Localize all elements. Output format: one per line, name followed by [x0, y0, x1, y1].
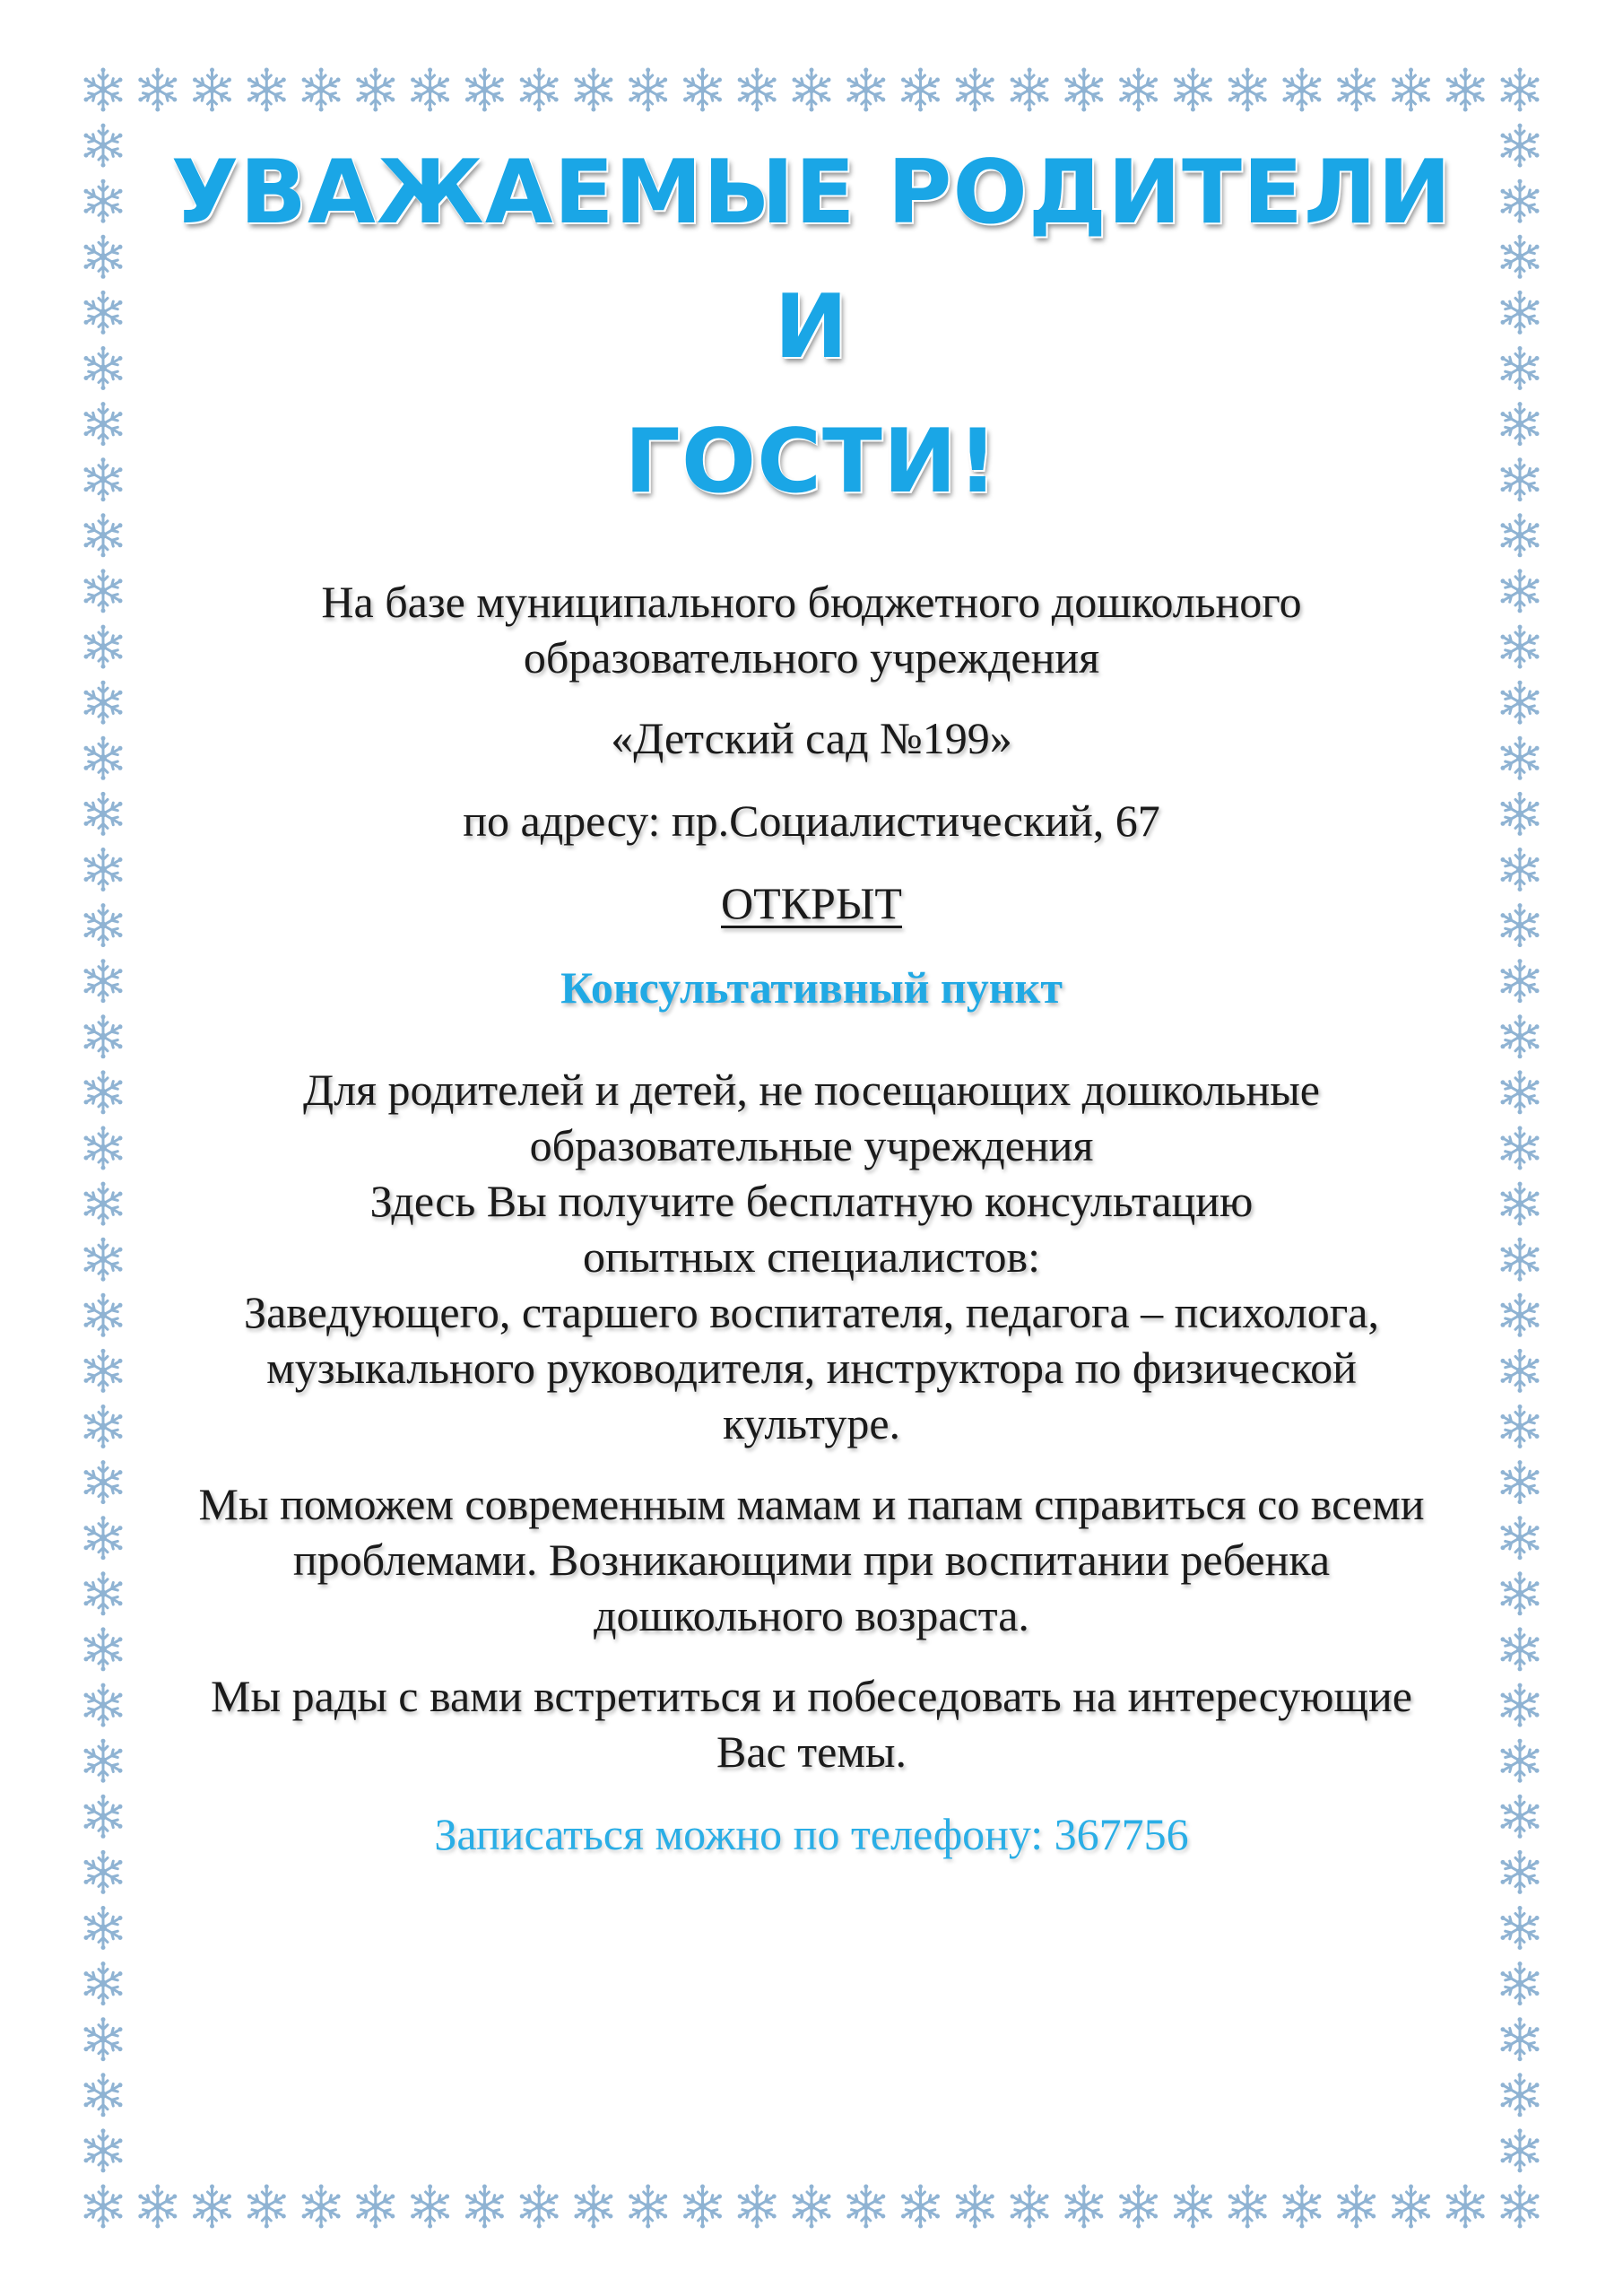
snowflake-icon	[1501, 569, 1540, 613]
help-paragraph	[135, 1476, 1488, 1643]
target-line-3: Здесь Вы получите бесплатную консультацию	[369, 1176, 1254, 1226]
snowflake-icon	[84, 2185, 123, 2229]
snowflake-icon	[1501, 1961, 1540, 2005]
snowflake-icon	[1501, 736, 1540, 780]
intro-paragraph	[135, 574, 1488, 685]
consultation-point-title: Консультативный пункт	[560, 962, 1063, 1013]
snowflake-icon	[738, 68, 777, 112]
snowflake-icon	[1501, 1014, 1540, 1058]
snowflake-icon	[1064, 2185, 1103, 2229]
snowflake-icon	[1501, 2128, 1540, 2172]
snowflake-icon	[84, 235, 123, 279]
snowflake-icon	[1501, 346, 1540, 390]
snowflake-icon	[1501, 1850, 1540, 1894]
snowflake-icon	[1501, 1571, 1540, 1615]
snowflake-icon	[138, 68, 177, 112]
snowflake-icon	[1392, 68, 1430, 112]
snowflake-icon	[84, 1627, 123, 1671]
snowflake-icon	[84, 124, 123, 168]
target-line-6: музыкального руководителя, инструктора по физической	[266, 1343, 1357, 1393]
snowflake-icon	[84, 1571, 123, 1615]
snowflake-icon	[1174, 68, 1212, 112]
snowflake-icon	[138, 2185, 177, 2229]
snowflake-icon	[84, 1795, 123, 1839]
snowflake-icon	[84, 903, 123, 947]
snowflake-icon	[84, 736, 123, 780]
snowflake-icon	[1501, 1627, 1540, 1671]
snowflake-icon	[683, 2185, 722, 2229]
snowflake-icon	[1337, 2185, 1376, 2229]
snowflake-icon	[84, 1182, 123, 1226]
snowflake-icon	[956, 68, 994, 112]
snowflake-icon	[84, 1405, 123, 1448]
snowflake-icon	[1446, 2185, 1485, 2229]
snowflake-icon	[247, 68, 286, 112]
snowflake-icon	[1501, 2185, 1540, 2229]
snowflake-icon	[411, 68, 449, 112]
snowflake-icon	[683, 68, 722, 112]
snowflake-icon	[520, 68, 559, 112]
snowflake-icon	[1392, 2185, 1430, 2229]
snowflake-icon	[84, 402, 123, 446]
snowflake-icon	[84, 1460, 123, 1504]
snowflake-icon	[574, 68, 612, 112]
snowflake-icon	[1011, 68, 1049, 112]
snowflake-icon	[1501, 1349, 1540, 1393]
snowflake-icon	[1501, 1070, 1540, 1114]
address-text: по адресу: пр.Социалистический, 67	[463, 796, 1160, 846]
snowflake-icon	[302, 68, 341, 112]
snowflake-icon	[1501, 179, 1540, 223]
meet-line-1: Мы рады с вами встретиться и побеседовать на интересующие	[211, 1671, 1412, 1721]
snowflake-icon	[1501, 625, 1540, 669]
target-line-4: опытных специалистов:	[583, 1231, 1040, 1282]
snowflake-icon	[465, 68, 504, 112]
snowflake-icon	[1501, 1126, 1540, 1170]
meet-line-2: Вас темы.	[716, 1726, 907, 1777]
snowflake-icon	[1501, 959, 1540, 1003]
snowflake-icon	[1501, 1405, 1540, 1448]
snowflake-icon	[1501, 402, 1540, 446]
snowflake-icon	[1501, 513, 1540, 557]
snowflake-icon	[84, 1961, 123, 2005]
snowflake-icon	[1228, 68, 1267, 112]
snowflake-icon	[1501, 1182, 1540, 1226]
intro-line-1: На базе муниципального бюджетного дошкольного	[321, 577, 1302, 627]
help-line-3: дошкольного возраста.	[594, 1590, 1029, 1640]
snowflake-icon	[1501, 1238, 1540, 1282]
snowflake-icon	[1501, 903, 1540, 947]
snowflake-icon	[84, 179, 123, 223]
snowflake-icon	[629, 68, 667, 112]
snowflake-icon	[793, 68, 831, 112]
snowflake-icon	[84, 457, 123, 501]
snowflake-icon	[1282, 2185, 1321, 2229]
poster-headline	[135, 126, 1488, 529]
snowflake-icon	[84, 1906, 123, 1950]
snowflake-icon	[84, 959, 123, 1003]
snowflake-icon	[1119, 2185, 1158, 2229]
snowflake-icon	[84, 68, 123, 112]
snowflake-icon	[84, 1070, 123, 1114]
snowflake-icon	[956, 2185, 994, 2229]
snowflake-icon	[629, 2185, 667, 2229]
target-line-5: Заведующего, старшего воспитателя, педагога – психолога,	[244, 1287, 1379, 1337]
snowflake-icon	[84, 2073, 123, 2117]
snowflake-icon	[1119, 68, 1158, 112]
headline-line-1: УВАЖАЕМЫЕ РОДИТЕЛИ И	[170, 142, 1453, 378]
snowflake-icon	[84, 1238, 123, 1282]
snowflake-icon	[465, 2185, 504, 2229]
snowflake-icon	[1501, 1795, 1540, 1839]
snowflake-icon	[1337, 68, 1376, 112]
snowflake-icon	[84, 848, 123, 891]
snowflake-icon	[1501, 1683, 1540, 1727]
snowflake-icon	[193, 2185, 231, 2229]
snowflake-icon	[1501, 2017, 1540, 2061]
target-line-2: образовательные учреждения	[529, 1120, 1094, 1170]
snowflake-icon	[1011, 2185, 1049, 2229]
snowflake-icon	[1501, 681, 1540, 725]
snowflake-icon	[1501, 1293, 1540, 1337]
snowflake-icon	[84, 1014, 123, 1058]
snowflake-icon	[1501, 1906, 1540, 1950]
snowflake-icon	[901, 2185, 940, 2229]
phone-signup-text: Записаться можно по телефону: 367756	[434, 1809, 1189, 1859]
snowflake-icon	[84, 681, 123, 725]
target-line-7: культуре.	[722, 1398, 901, 1448]
help-line-2: проблемами. Возникающими при воспитании ребенка	[292, 1535, 1331, 1585]
snowflake-icon	[574, 2185, 612, 2229]
snowflake-icon	[1501, 1516, 1540, 1560]
snowflake-icon	[302, 2185, 341, 2229]
snowflake-icon	[901, 68, 940, 112]
snowflake-icon	[846, 2185, 885, 2229]
snowflake-icon	[1501, 291, 1540, 335]
snowflake-icon	[84, 1293, 123, 1337]
open-label: ОТКРЫТ	[721, 878, 902, 928]
snowflake-icon	[84, 2128, 123, 2172]
snowflake-icon	[1501, 848, 1540, 891]
headline-line-2: ГОСТИ!	[624, 411, 999, 513]
snowflake-icon	[738, 2185, 777, 2229]
snowflake-icon	[84, 1126, 123, 1170]
snowflake-icon	[1501, 124, 1540, 168]
snowflake-icon	[1501, 1739, 1540, 1783]
snowflake-icon	[84, 1850, 123, 1894]
snowflake-icon	[356, 2185, 395, 2229]
snowflake-icon	[846, 68, 885, 112]
snowflake-icon	[356, 68, 395, 112]
poster-content	[135, 126, 1488, 1907]
snowflake-icon	[84, 1349, 123, 1393]
snowflake-icon	[1501, 2073, 1540, 2117]
snowflake-icon	[84, 625, 123, 669]
snowflake-icon	[1064, 68, 1103, 112]
snowflake-icon	[1501, 792, 1540, 836]
snowflake-icon	[84, 1683, 123, 1727]
meet-paragraph	[135, 1668, 1488, 1779]
snowflake-icon	[247, 2185, 286, 2229]
snowflake-icon	[1501, 457, 1540, 501]
snowflake-icon	[1446, 68, 1485, 112]
snowflake-icon	[1228, 2185, 1267, 2229]
snowflake-icon	[793, 2185, 831, 2229]
snowflake-icon	[1501, 68, 1540, 112]
snowflake-icon	[84, 2017, 123, 2061]
snowflake-icon	[84, 569, 123, 613]
snowflake-icon	[411, 2185, 449, 2229]
help-line-1: Мы поможем современным мамам и папам справиться со всеми	[198, 1479, 1425, 1529]
snowflake-icon	[84, 513, 123, 557]
snowflake-icon	[84, 1516, 123, 1560]
target-paragraph	[135, 1062, 1488, 1451]
kindergarten-name: «Детский сад №199»	[611, 713, 1012, 763]
snowflake-icon	[84, 792, 123, 836]
snowflake-icon	[520, 2185, 559, 2229]
snowflake-icon	[84, 291, 123, 335]
target-line-1: Для родителей и детей, не посещающих дошкольные	[302, 1065, 1321, 1115]
snowflake-icon	[84, 1739, 123, 1783]
snowflake-icon	[1282, 68, 1321, 112]
snowflake-icon	[1501, 235, 1540, 279]
snowflake-icon	[1501, 1460, 1540, 1504]
snowflake-icon	[1174, 2185, 1212, 2229]
snowflake-icon	[84, 346, 123, 390]
snowflake-icon	[193, 68, 231, 112]
intro-line-2: образовательного учреждения	[523, 632, 1100, 683]
